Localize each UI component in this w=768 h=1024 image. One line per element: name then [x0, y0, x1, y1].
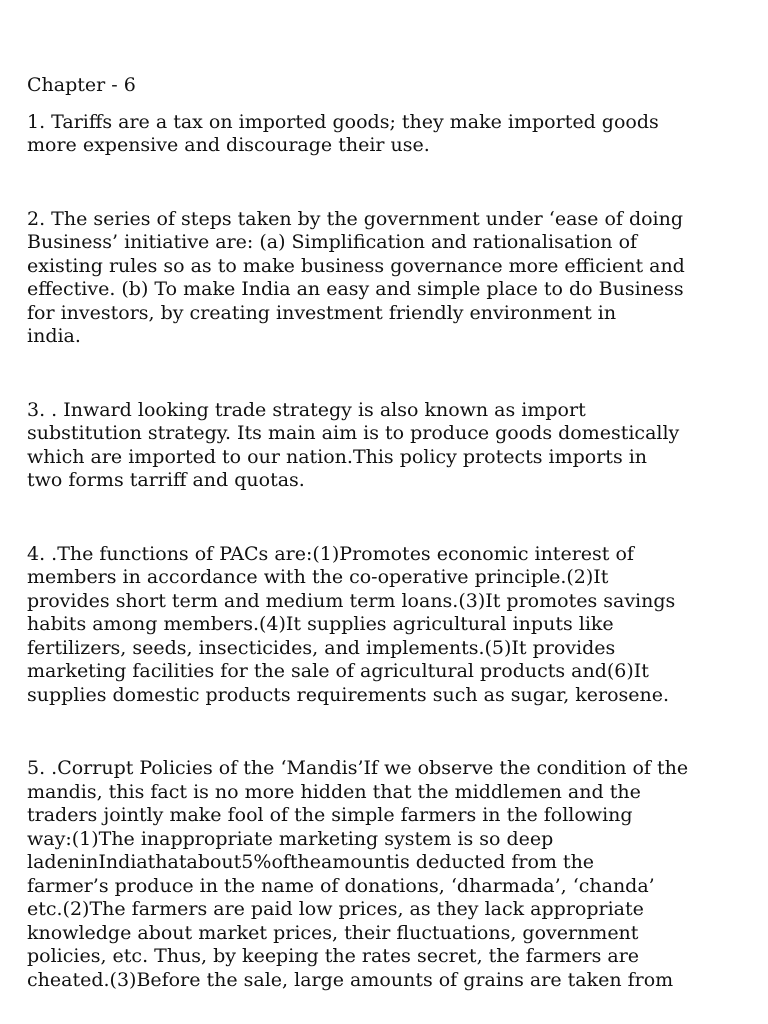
answer-line: knowledge about market prices, their fluctuations, government — [27, 921, 639, 944]
answer-line: ladeninIndiathatabout5%oftheamountis deducted from the — [27, 851, 595, 873]
chapter-heading: Chapter - 6 — [27, 74, 136, 96]
answer-line: two forms tarriff and quotas. — [27, 469, 305, 491]
answer-line: etc.(2)The farmers are paid low prices, as they lack appropriate — [27, 898, 644, 920]
answer-line: members in accordance with the co-operative principle.(2)It — [27, 566, 609, 588]
answer-line: cheated.(3)Before the sale, large amounts of grains are taken from — [27, 968, 674, 991]
answer-line: which are imported to our nation.This policy protects imports in — [27, 445, 648, 468]
answer-line: more expensive and discourage their use. — [27, 134, 430, 156]
answer-line: traders jointly make fool of the simple farmers in the following — [27, 804, 633, 826]
answer-line: supplies domestic products requirements such as sugar, kerosene. — [27, 683, 670, 706]
answer-line: fertilizers, seeds, insecticides, and implements.(5)It provides — [27, 636, 616, 659]
answer-line: for investors, by creating investment friendly environment in — [27, 301, 617, 324]
answer-line: india. — [27, 325, 81, 347]
answer-3 — [27, 399, 727, 493]
answer-line: 3. . Inward looking trade strategy is also known as import — [27, 398, 586, 421]
answer-2 — [27, 208, 727, 349]
answer-line: mandis, this fact is no more hidden that the middlemen and the — [27, 780, 641, 803]
answer-line: 2. The series of steps taken by the government under ‘ease of doing — [27, 207, 684, 230]
answer-line: way:(1)The inappropriate marketing system is so deep — [27, 827, 554, 850]
answer-line: habits among members.(4)It supplies agricultural inputs like — [27, 613, 614, 635]
answer-4 — [27, 543, 727, 708]
answer-line: 5. .Corrupt Policies of the ‘Mandis’If we observe the condition of the — [27, 757, 689, 779]
document-page — [27, 74, 727, 992]
answer-line: policies, etc. Thus, by keeping the rates secret, the farmers are — [27, 945, 640, 967]
answer-line: substitution strategy. Its main aim is to produce goods domestically — [27, 422, 680, 444]
answer-line: Business’ initiative are: (a) Simplification and rationalisation of — [27, 231, 638, 253]
answer-line: farmer’s produce in the name of donations, ‘dharmada’, ‘chanda’ — [27, 874, 655, 897]
answer-5 — [27, 757, 727, 992]
answer-line: marketing facilities for the sale of agricultural products and(6)It — [27, 660, 649, 682]
answer-line: effective. (b) To make India an easy and simple place to do Business — [27, 278, 684, 300]
answer-line: existing rules so as to make business governance more efficient and — [27, 254, 685, 277]
answer-line: 1. Tariffs are a tax on imported goods; they make imported goods — [27, 110, 659, 133]
answer-line: provides short term and medium term loans.(3)It promotes savings — [27, 589, 676, 612]
answer-1 — [27, 111, 727, 158]
answer-line: 4. .The functions of PACs are:(1)Promotes economic interest of — [27, 542, 634, 565]
